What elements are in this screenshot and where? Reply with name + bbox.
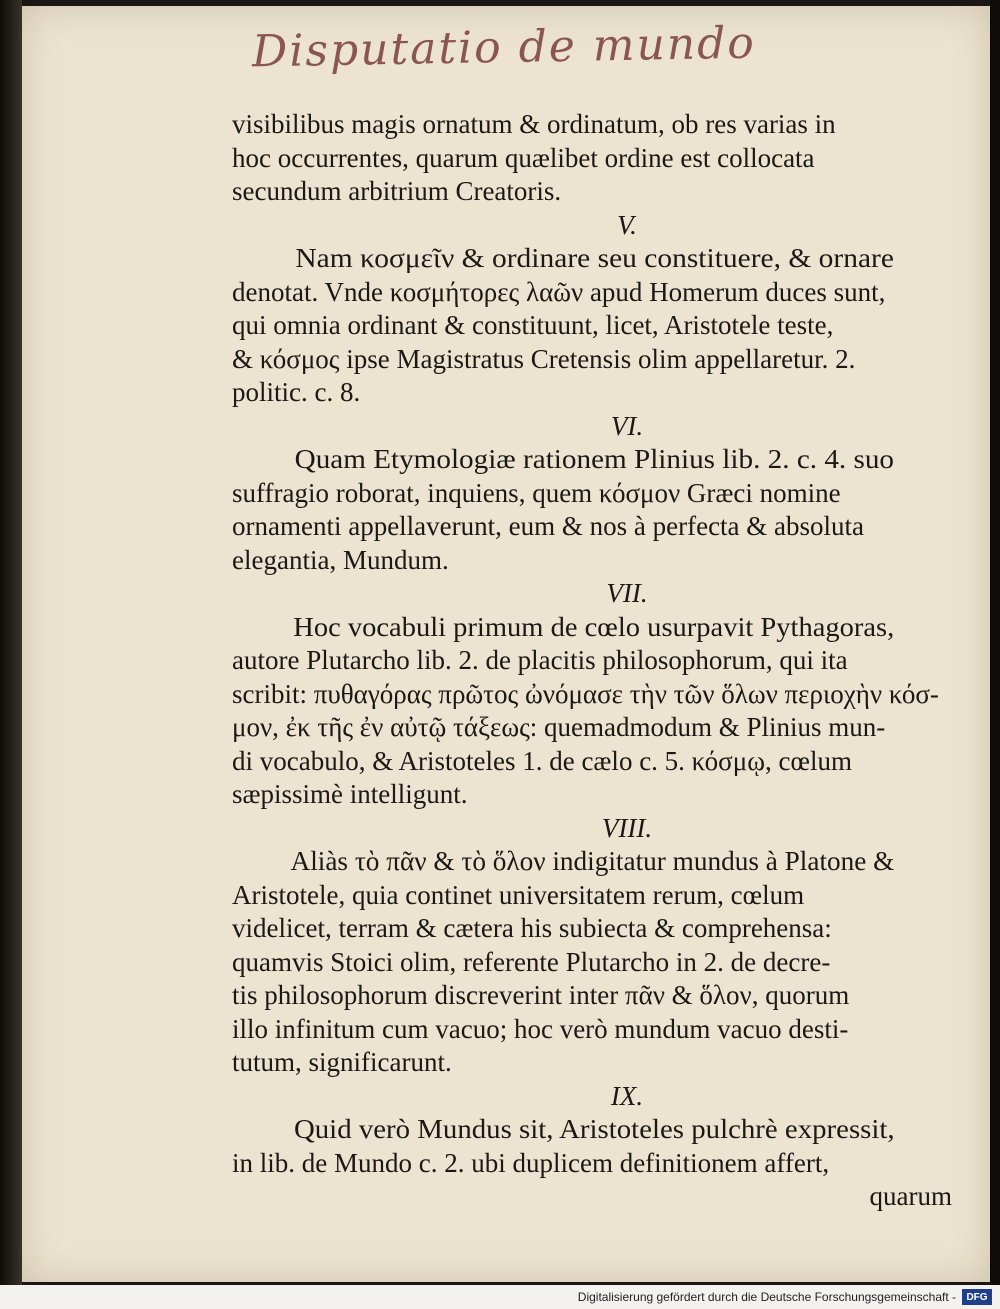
text-line: videlicet, terram & cætera his subiecta & comprehensa: (232, 913, 832, 943)
text-line: Quam Etymologiæ rationem Plinius lib. 2. c. 4. suo (294, 444, 895, 474)
section-number: VII. (606, 578, 648, 608)
text-line: tutum, significarunt. (232, 1047, 452, 1077)
text-line: Hoc vocabuli primum de cœlo usurpavit Pythagoras, (293, 611, 895, 642)
text-line: Nam κοσμεῖν & ordinare seu constituere, & ornare (295, 243, 894, 273)
text-line: denotat. Vnde κοσμήτορες λαῶν apud Homerum duces sunt, (232, 276, 886, 307)
text-line: in lib. de Mundo c. 2. ubi duplicem definitionem affert, (232, 1147, 830, 1178)
text-line: quarum (869, 1181, 952, 1211)
text-line: visibilibus magis ornatum & ordinatum, ob res varias in (232, 109, 836, 139)
text-line: μον, ἐκ τῆς ἐν αὐτῷ τάξεως: quemadmodum & Plinius mun- (232, 712, 886, 742)
page-text (232, 108, 952, 1214)
footer-bar (0, 1285, 1000, 1309)
text-line: suffragio roborat, inquiens, quem κόσμον Græci nomine (232, 477, 841, 508)
text-line: qui omnia ordinant & constituunt, licet, Aristotele teste, (232, 310, 834, 340)
text-line: Aliàs τὸ πᾶν & τὸ ὅλον indigitatur mundus à Platone & (290, 846, 895, 876)
text-line: Quid verò Mundus sit, Aristoteles pulchrè expressit, (293, 1114, 895, 1144)
manuscript-note: Disputatio de mundo (251, 17, 757, 78)
text-line: di vocabulo, & Aristoteles 1. de cælo c. 5. κόσμῳ, cœlum (232, 745, 852, 776)
text-line: scribit: πυθαγόρας πρῶτος ὠνόμασε τὴν τῶν ὅλων περιοχὴν κόσ- (232, 678, 939, 709)
text-line: quamvis Stoici olim, referente Plutarcho in 2. de decre- (232, 946, 831, 977)
section-number: V. (617, 209, 637, 240)
footer-credit: Digitalisierung gefördert durch die Deutsche Forschungsgemeinschaft - (577, 1290, 956, 1304)
text-line: sæpissimè intelligunt. (232, 779, 468, 809)
text-line: tis philosophorum discreverint inter πᾶν & ὅλον, quorum (232, 980, 850, 1010)
text-line: elegantia, Mundum. (232, 544, 449, 575)
text-line: secundum arbitrium Creatoris. (232, 176, 562, 206)
book-edge-left (0, 0, 22, 1285)
text-line: autore Plutarcho lib. 2. de placitis philosophorum, qui ita (232, 645, 848, 675)
section-number: VI. (610, 410, 644, 441)
book-edge-right (990, 0, 1000, 1285)
dfg-logo: DFG (962, 1289, 992, 1305)
section-number: VIII. (601, 812, 653, 843)
text-line: & κόσμος ipse Magistratus Cretensis olim appellaretur. 2. (232, 343, 856, 374)
text-line: Aristotele, quia continet universitatem rerum, cœlum (232, 879, 805, 910)
section-number: IX. (610, 1080, 644, 1111)
text-line: illo infinitum cum vacuo; hoc verò mundum vacuo desti- (232, 1013, 849, 1044)
text-line: ornamenti appellaverunt, eum & nos à perfecta & absoluta (232, 511, 865, 541)
text-line: hoc occurrentes, quarum quælibet ordine est collocata (232, 142, 815, 173)
text-line: politic. c. 8. (232, 377, 361, 407)
